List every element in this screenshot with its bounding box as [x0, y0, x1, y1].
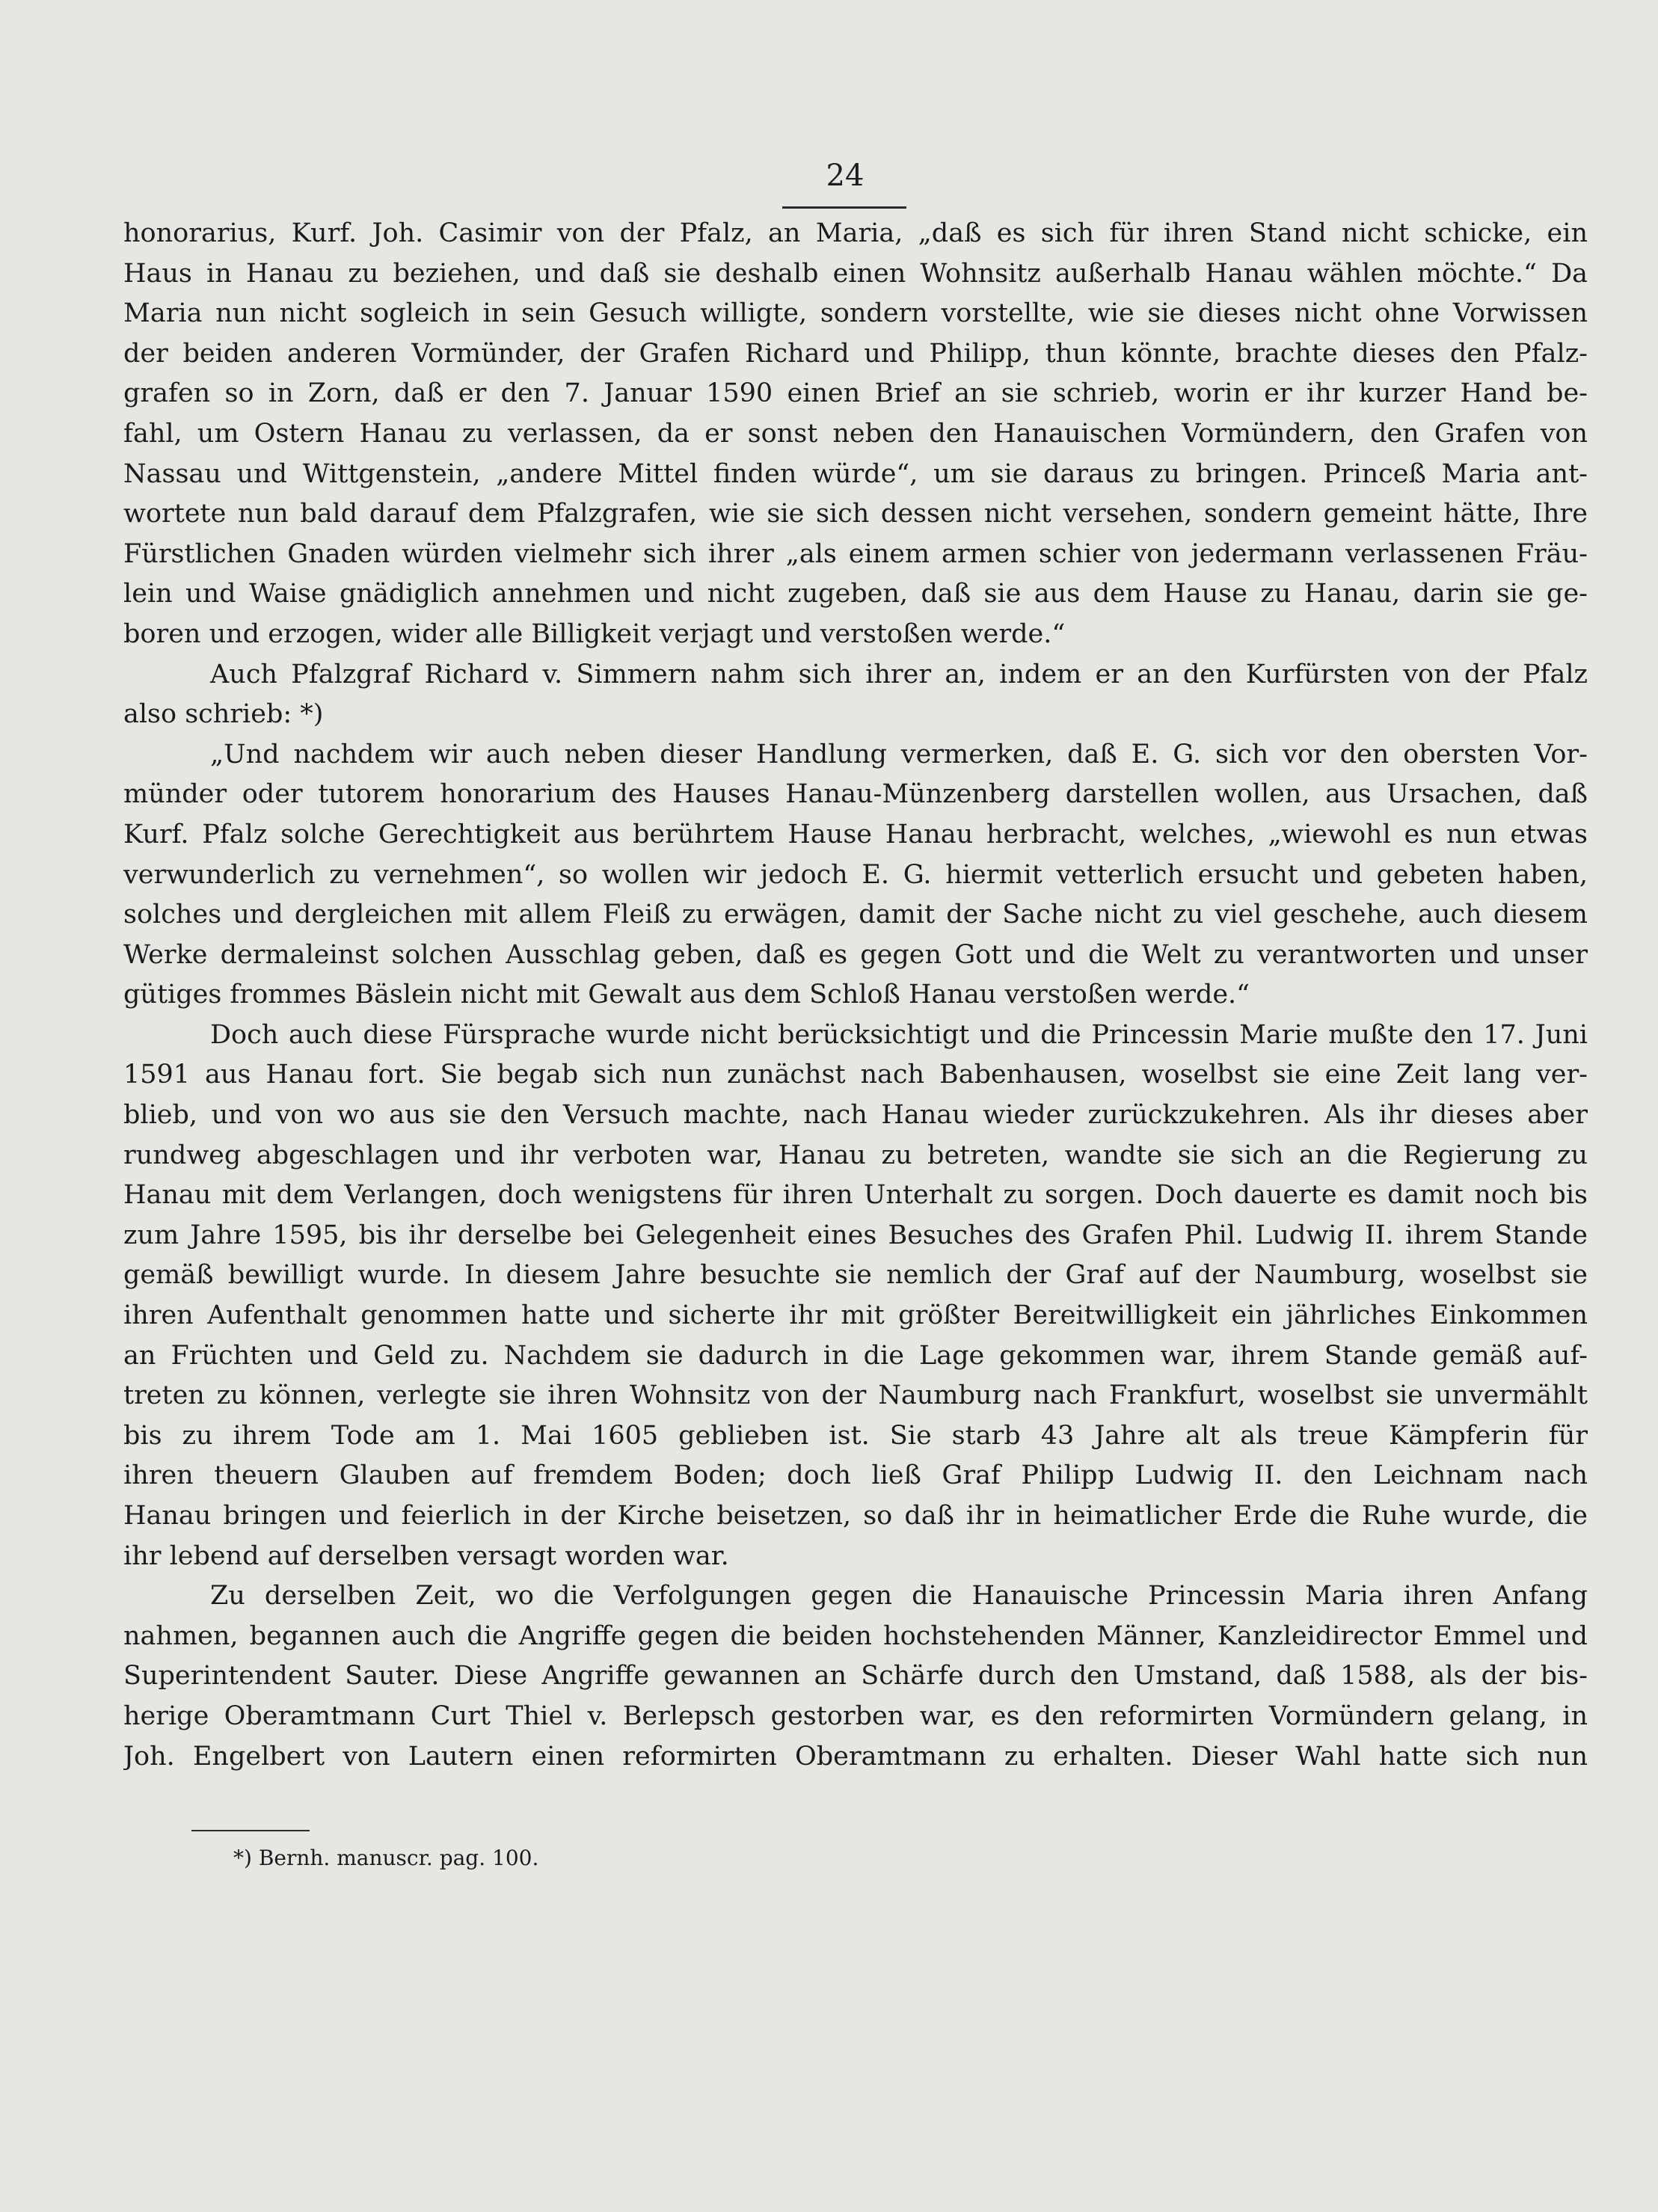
text-line: Hanau mit dem Verlangen, doch wenigstens für ihren Unterhalt zu sorgen. Doch dauerte es damit noch bis — [123, 1180, 1588, 1211]
text-line: an Früchten und Geld zu. Nachdem sie dadurch in die Lage gekommen war, ihrem Stande gemäß auf- — [123, 1340, 1588, 1371]
text-line: bis zu ihrem Tode am 1. Mai 1605 geblieben ist. Sie starb 43 Jahre alt als treue Kämpferin für — [123, 1420, 1588, 1451]
text-line: der beiden anderen Vormünder, der Grafen Richard und Philipp, thun könnte, brachte dieses den Pfalz- — [123, 338, 1588, 369]
text-line: lein und Waise gnädiglich annehmen und nicht zugeben, daß sie aus dem Hause zu Hanau, darin sie ge- — [123, 579, 1588, 609]
text-line: Hanau bringen und feierlich in der Kirche beisetzen, so daß ihr in heimatlicher Erde die Ruhe wurde, die — [123, 1501, 1588, 1531]
text-line: ihren Aufenthalt genommen hatte und sicherte ihr mit größter Bereitwilligkeit ein jährliches Einkommen — [123, 1300, 1588, 1331]
text-line: ihr lebend auf derselben versagt worden war. — [123, 1540, 729, 1571]
text-line: honorarius, Kurf. Joh. Casimir von der Pfalz, an Maria, „daß es sich für ihren Stand nicht schicke, ein — [123, 218, 1588, 248]
text-line: solches und dergleichen mit allem Fleiß zu erwägen, damit der Sache nicht zu viel geschehe, auch diesem — [123, 900, 1588, 930]
text-line: gemäß bewilligt wurde. In diesem Jahre besuchte sie nemlich der Graf auf der Naumburg, woselbst sie — [123, 1260, 1588, 1291]
text-line: verwunderlich zu vernehmen“, so wollen wir jedoch E. G. hiermit vetterlich ersucht und gebeten haben, — [123, 859, 1588, 890]
footnote-rule — [191, 1830, 310, 1831]
page-number: 24 — [826, 159, 865, 193]
text-line: Werke dermaleinst solchen Ausschlag geben, daß es gegen Gott und die Welt zu verantworten und unser — [123, 939, 1588, 970]
text-line: Auch Pfalzgraf Richard v. Simmern nahm sich ihrer an, indem er an den Kurfürsten von der Pfalz — [210, 659, 1588, 689]
text-line: zum Jahre 1595, bis ihr derselbe bei Gelegenheit eines Besuches des Grafen Phil. Ludwig II. ihrem Stande — [123, 1220, 1588, 1250]
text-line: münder oder tutorem honorarium des Hauses Hanau-Münzenberg darstellen wollen, aus Ursachen, daß — [123, 779, 1588, 810]
text-line: ihren theuern Glauben auf fremdem Boden; doch ließ Graf Philipp Ludwig II. den Leichnam nach — [123, 1460, 1588, 1491]
text-line: Haus in Hanau zu beziehen, und daß sie deshalb einen Wohnsitz außerhalb Hanau wählen möchte.“ Da — [123, 258, 1588, 289]
footnote: *) Bernh. manuscr. pag. 100. — [233, 1846, 539, 1870]
text-line: Doch auch diese Fürsprache wurde nicht berücksichtigt und die Princessin Marie mußte den 17. Juni — [210, 1019, 1588, 1050]
text-line: herige Oberamtmann Curt Thiel v. Berlepsch gestorben war, es den reformirten Vormündern gelang, in — [123, 1701, 1588, 1731]
text-line: gütiges frommes Bäslein nicht mit Gewalt aus dem Schloß Hanau verstoßen werde.“ — [123, 980, 1250, 1010]
text-line: grafen so in Zorn, daß er den 7. Januar 1590 einen Brief an sie schrieb, worin er ihr kurzer Hand be- — [123, 378, 1588, 409]
text-line: Kurf. Pfalz solche Gerechtigkeit aus berührtem Hause Hanau herbracht, welches, „wiewohl es nun etwas — [123, 819, 1588, 850]
text-line: Superintendent Sauter. Diese Angriffe gewannen an Schärfe durch den Umstand, daß 1588, als der bis- — [123, 1661, 1588, 1692]
text-line: Fürstlichen Gnaden würden vielmehr sich ihrer „als einem armen schier von jedermann verlassenen Fräu- — [123, 538, 1588, 569]
text-line: blieb, und von wo aus sie den Versuch machte, nach Hanau wieder zurückzukehren. Als ihr dieses aber — [123, 1100, 1588, 1131]
body-text — [123, 214, 1588, 1777]
text-line: Zu derselben Zeit, wo die Verfolgungen gegen die Hanauische Princessin Maria ihren Anfang — [210, 1581, 1588, 1612]
text-line: boren und erzogen, wider alle Billigkeit verjagt und verstoßen werde.“ — [123, 618, 1066, 649]
text-line: Nassau und Wittgenstein, „andere Mittel finden würde“, um sie daraus zu bringen. Princeß Maria ant- — [123, 458, 1588, 489]
text-line: treten zu können, verlegte sie ihren Wohnsitz von der Naumburg nach Frankfurt, woselbst sie unvermählt — [123, 1380, 1588, 1411]
header-rule — [782, 206, 906, 209]
text-line: also schrieb: *) — [123, 699, 324, 730]
text-line: fahl, um Ostern Hanau zu verlassen, da er sonst neben den Hanauischen Vormündern, den Grafen von — [123, 418, 1588, 449]
text-line: 1591 aus Hanau fort. Sie begab sich nun zunächst nach Babenhausen, woselbst sie eine Zeit lang ver- — [123, 1060, 1588, 1090]
text-line: Joh. Engelbert von Lautern einen reformirten Oberamtmann zu erhalten. Dieser Wahl hatte sich nun — [123, 1741, 1588, 1772]
text-line: Maria nun nicht sogleich in sein Gesuch willigte, sondern vorstellte, wie sie dieses nicht ohne Vorwissen — [123, 298, 1588, 329]
text-line: „Und nachdem wir auch neben dieser Handlung vermerken, daß E. G. sich vor den obersten Vor- — [210, 739, 1588, 769]
text-line: rundweg abgeschlagen und ihr verboten war, Hanau zu betreten, wandte sie sich an die Regierung zu — [123, 1140, 1588, 1170]
text-line: wortete nun bald darauf dem Pfalzgrafen, wie sie sich dessen nicht versehen, sondern gemeint hätte, Ihre — [123, 499, 1588, 529]
text-line: nahmen, begannen auch die Angriffe gegen die beiden hochstehenden Männer, Kanzleidirector Emmel und — [123, 1620, 1588, 1651]
